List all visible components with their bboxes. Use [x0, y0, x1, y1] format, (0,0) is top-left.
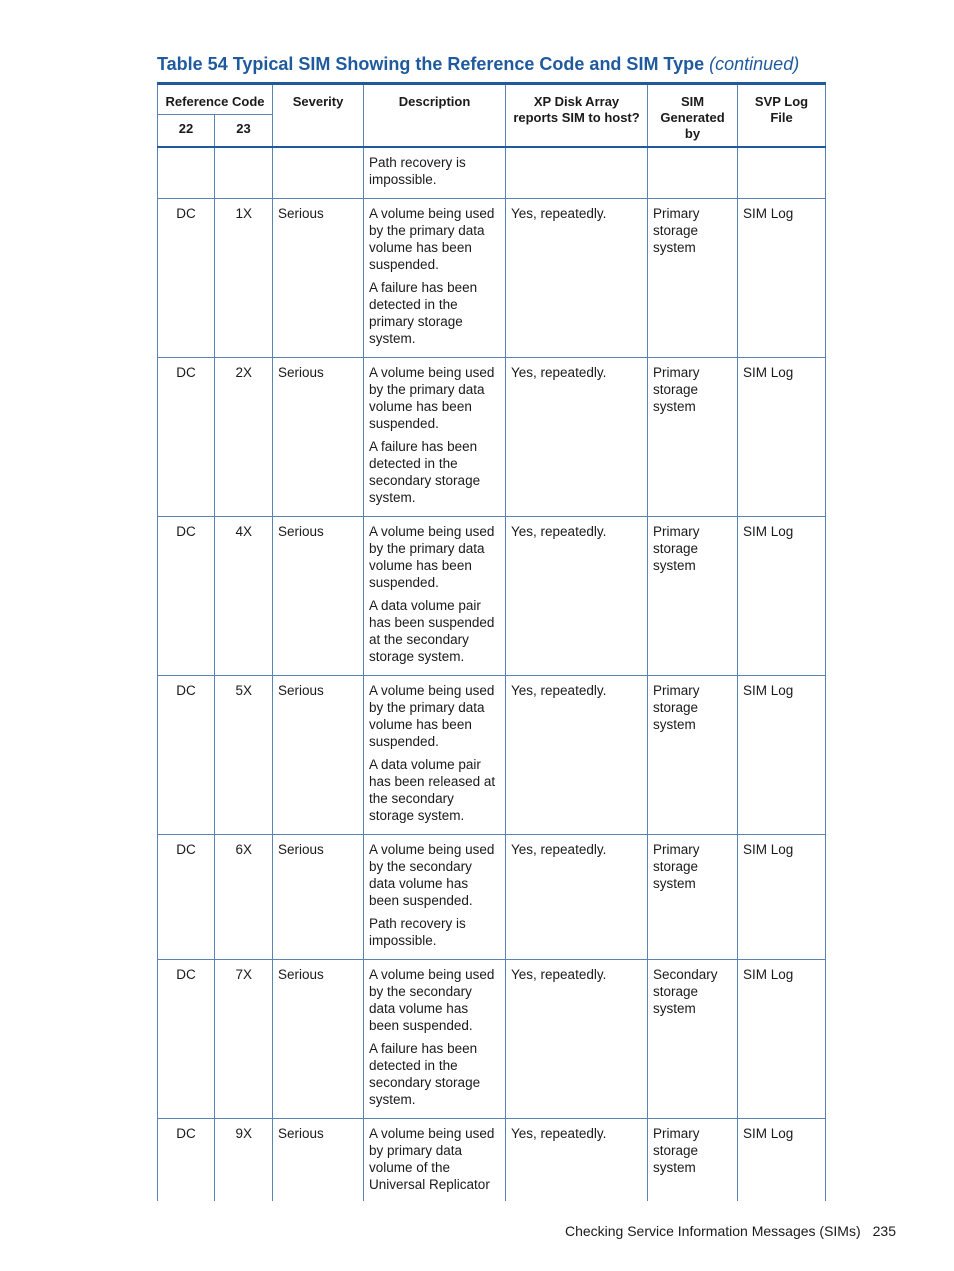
generated-by-cell: Primary storage system	[648, 834, 738, 959]
ref-22-cell: DC	[158, 357, 215, 516]
ref-23-cell: 4X	[215, 516, 273, 675]
header-reference-code: Reference Code	[158, 84, 273, 115]
ref-22-cell: DC	[158, 675, 215, 834]
table-continued-note: (continued)	[709, 54, 800, 74]
table-row	[158, 516, 826, 675]
description-paragraph: A volume being used by the secondary data volume has been suspended.	[369, 966, 495, 1033]
table-row	[158, 1118, 826, 1201]
log-file-cell: SIM Log	[738, 834, 826, 959]
page-footer	[560, 1223, 896, 1239]
severity-cell: Serious	[273, 198, 364, 357]
ref-23-cell: 6X	[215, 834, 273, 959]
description-cell	[364, 675, 506, 834]
description-paragraph: A failure has been detected in the secondary storage system.	[369, 438, 481, 505]
description-paragraph: A volume being used by the primary data volume has been suspended.	[369, 523, 495, 590]
log-file-cell: SIM Log	[738, 516, 826, 675]
severity-cell: Serious	[273, 675, 364, 834]
reports-cell: Yes, repeatedly.	[506, 959, 648, 1118]
table-caption	[157, 54, 857, 75]
description-paragraph: A failure has been detected in the secondary storage system.	[369, 1040, 481, 1107]
ref-23-cell: 5X	[215, 675, 273, 834]
severity-cell: Serious	[273, 834, 364, 959]
table-row	[158, 357, 826, 516]
reports-cell: Yes, repeatedly.	[506, 1118, 648, 1201]
ref-22-cell: DC	[158, 1118, 215, 1201]
log-file-cell	[738, 147, 826, 198]
ref-22-cell	[158, 147, 215, 198]
description-paragraph: Path recovery is impossible.	[369, 155, 466, 187]
reports-cell: Yes, repeatedly.	[506, 675, 648, 834]
header-description: Description	[364, 84, 506, 148]
description-paragraph: A volume being used by the primary data volume has been suspended.	[369, 364, 495, 431]
description-cell	[364, 198, 506, 357]
table-row	[158, 834, 826, 959]
reports-cell: Yes, repeatedly.	[506, 516, 648, 675]
log-file-cell: SIM Log	[738, 357, 826, 516]
severity-cell: Serious	[273, 1118, 364, 1201]
ref-22-cell: DC	[158, 198, 215, 357]
log-file-cell: SIM Log	[738, 1118, 826, 1201]
severity-cell: Serious	[273, 516, 364, 675]
footer-text: Checking Service Information Messages (SIMs)	[564, 1223, 861, 1239]
description-cell	[364, 834, 506, 959]
header-svp-log: SVP Log File	[738, 84, 826, 148]
reports-cell: Yes, repeatedly.	[506, 834, 648, 959]
generated-by-cell: Primary storage system	[648, 675, 738, 834]
description-paragraph: A volume being used by the primary data volume has been suspended.	[369, 205, 495, 272]
sim-table	[157, 82, 826, 1201]
header-generated-by: SIM Generated by	[648, 84, 738, 148]
header-ref-23: 23	[215, 115, 273, 147]
header-row	[158, 84, 826, 115]
page-number: 235	[872, 1223, 896, 1239]
ref-22-cell: DC	[158, 516, 215, 675]
table-row	[158, 959, 826, 1118]
severity-cell: Serious	[273, 959, 364, 1118]
description-cell	[364, 1118, 506, 1201]
description-paragraph: A failure has been detected in the primary storage system.	[369, 279, 478, 346]
table-row	[158, 147, 826, 198]
ref-23-cell: 1X	[215, 198, 273, 357]
generated-by-cell: Primary storage system	[648, 1118, 738, 1201]
description-paragraph: Path recovery is impossible.	[369, 915, 466, 948]
header-reports-sim: XP Disk Array reports SIM to host?	[506, 84, 648, 148]
log-file-cell: SIM Log	[738, 675, 826, 834]
description-paragraph: A volume being used by primary data volume of the Universal Replicator	[369, 1125, 495, 1192]
header-ref-22: 22	[158, 115, 215, 147]
generated-by-cell: Primary storage system	[648, 516, 738, 675]
description-cell	[364, 147, 506, 198]
description-paragraph: A data volume pair has been released at the secondary storage system.	[369, 756, 496, 823]
table-row	[158, 675, 826, 834]
header-severity: Severity	[273, 84, 364, 148]
generated-by-cell: Secondary storage system	[648, 959, 738, 1118]
table-row	[158, 198, 826, 357]
description-paragraph: A data volume pair has been suspended at the secondary storage system.	[369, 597, 495, 664]
description-paragraph: A volume being used by the primary data volume has been suspended.	[369, 682, 495, 749]
severity-cell: Serious	[273, 357, 364, 516]
ref-23-cell	[215, 147, 273, 198]
description-paragraph: A volume being used by the secondary data volume has been suspended.	[369, 841, 495, 908]
ref-22-cell: DC	[158, 834, 215, 959]
ref-23-cell: 7X	[215, 959, 273, 1118]
log-file-cell: SIM Log	[738, 959, 826, 1118]
generated-by-cell	[648, 147, 738, 198]
description-cell	[364, 357, 506, 516]
generated-by-cell: Primary storage system	[648, 198, 738, 357]
table-title: Table 54 Typical SIM Showing the Reference Code and SIM Type	[157, 54, 705, 74]
generated-by-cell: Primary storage system	[648, 357, 738, 516]
ref-23-cell: 9X	[215, 1118, 273, 1201]
reports-cell: Yes, repeatedly.	[506, 357, 648, 516]
reports-cell	[506, 147, 648, 198]
description-cell	[364, 516, 506, 675]
ref-22-cell: DC	[158, 959, 215, 1118]
description-cell	[364, 959, 506, 1118]
reports-cell: Yes, repeatedly.	[506, 198, 648, 357]
log-file-cell: SIM Log	[738, 198, 826, 357]
severity-cell	[273, 147, 364, 198]
ref-23-cell: 2X	[215, 357, 273, 516]
